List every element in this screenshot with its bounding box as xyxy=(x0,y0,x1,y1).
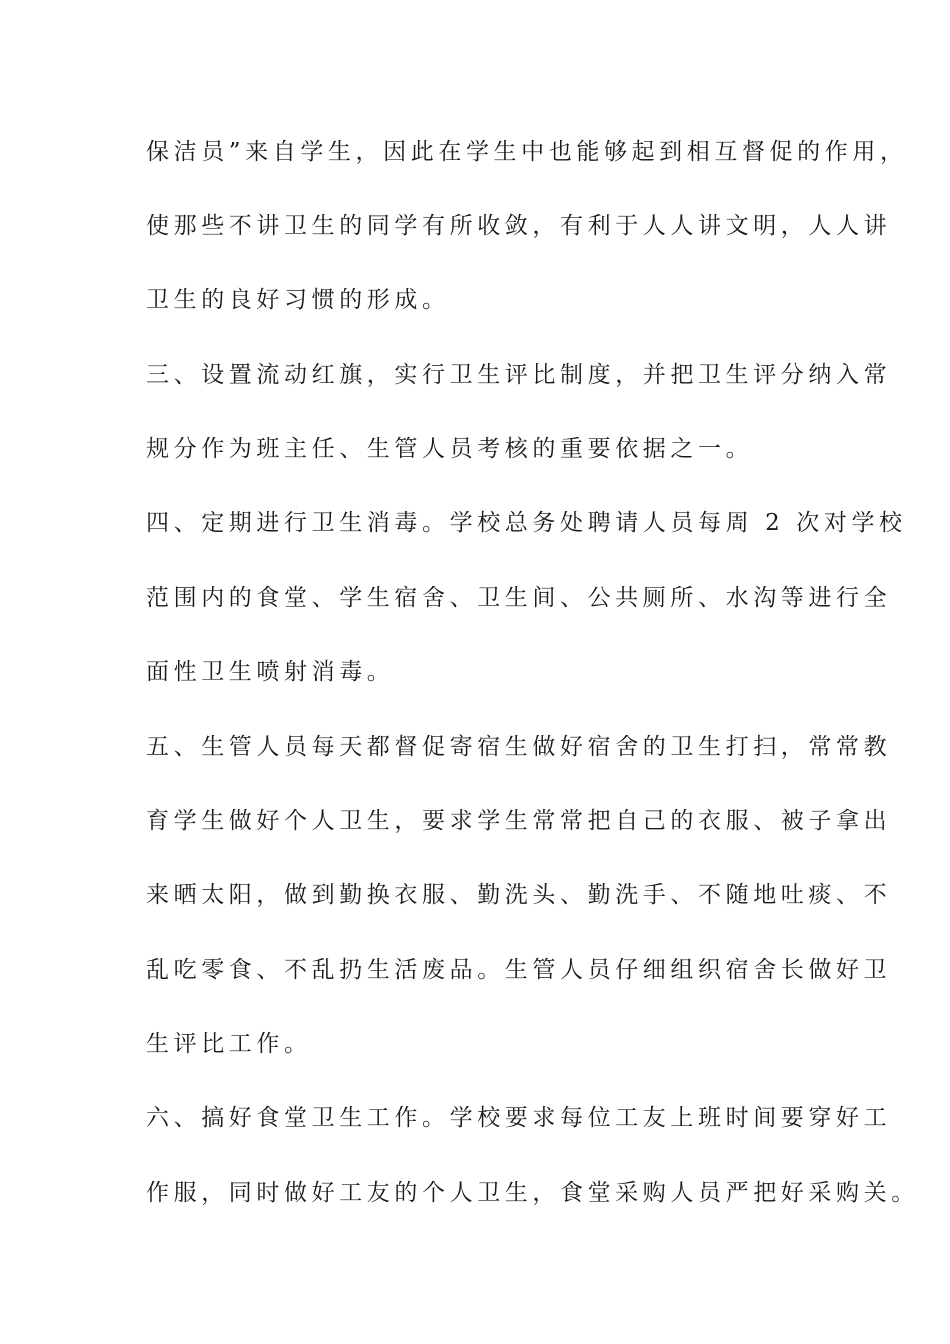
text-line: 范围内的食堂、学生宿舍、卫生间、公共厕所、水沟等进行全 xyxy=(146,585,892,611)
text-line: 使那些不讲卫生的同学有所收敛，有利于人人讲文明，人人讲 xyxy=(146,213,892,239)
text-line: 育学生做好个人卫生，要求学生常常把自己的衣服、被子拿出 xyxy=(146,808,892,834)
text-line: 三、设置流动红旗，实行卫生评比制度，并把卫生评分纳入常 xyxy=(146,362,892,388)
text-line: 五、生管人员每天都督促寄宿生做好宿舍的卫生打扫，常常教 xyxy=(146,734,892,760)
text-line: 六、搞好食堂卫生工作。学校要求每位工友上班时间要穿好工 xyxy=(146,1105,892,1131)
text-line: 来晒太阳，做到勤换衣服、勤洗头、勤洗手、不随地吐痰、不 xyxy=(146,882,892,908)
text-line: 作服，同时做好工友的个人卫生，食堂采购人员严把好采购关。 xyxy=(146,1180,919,1206)
text-line: 生评比工作。 xyxy=(146,1031,312,1057)
text-line: 保洁员”来自学生，因此在学生中也能够起到相互督促的作用， xyxy=(146,139,908,165)
text-line: 卫生的良好习惯的形成。 xyxy=(146,287,450,313)
text-line: 四、定期进行卫生消毒。学校总务处聘请人员每周 2 次对学校 xyxy=(146,510,907,536)
text-line: 乱吃零食、不乱扔生活废品。生管人员仔细组织宿舍长做好卫 xyxy=(146,957,892,983)
text-line: 规分作为班主任、生管人员考核的重要依据之一。 xyxy=(146,436,754,462)
text-line: 面性卫生喷射消毒。 xyxy=(146,659,395,685)
